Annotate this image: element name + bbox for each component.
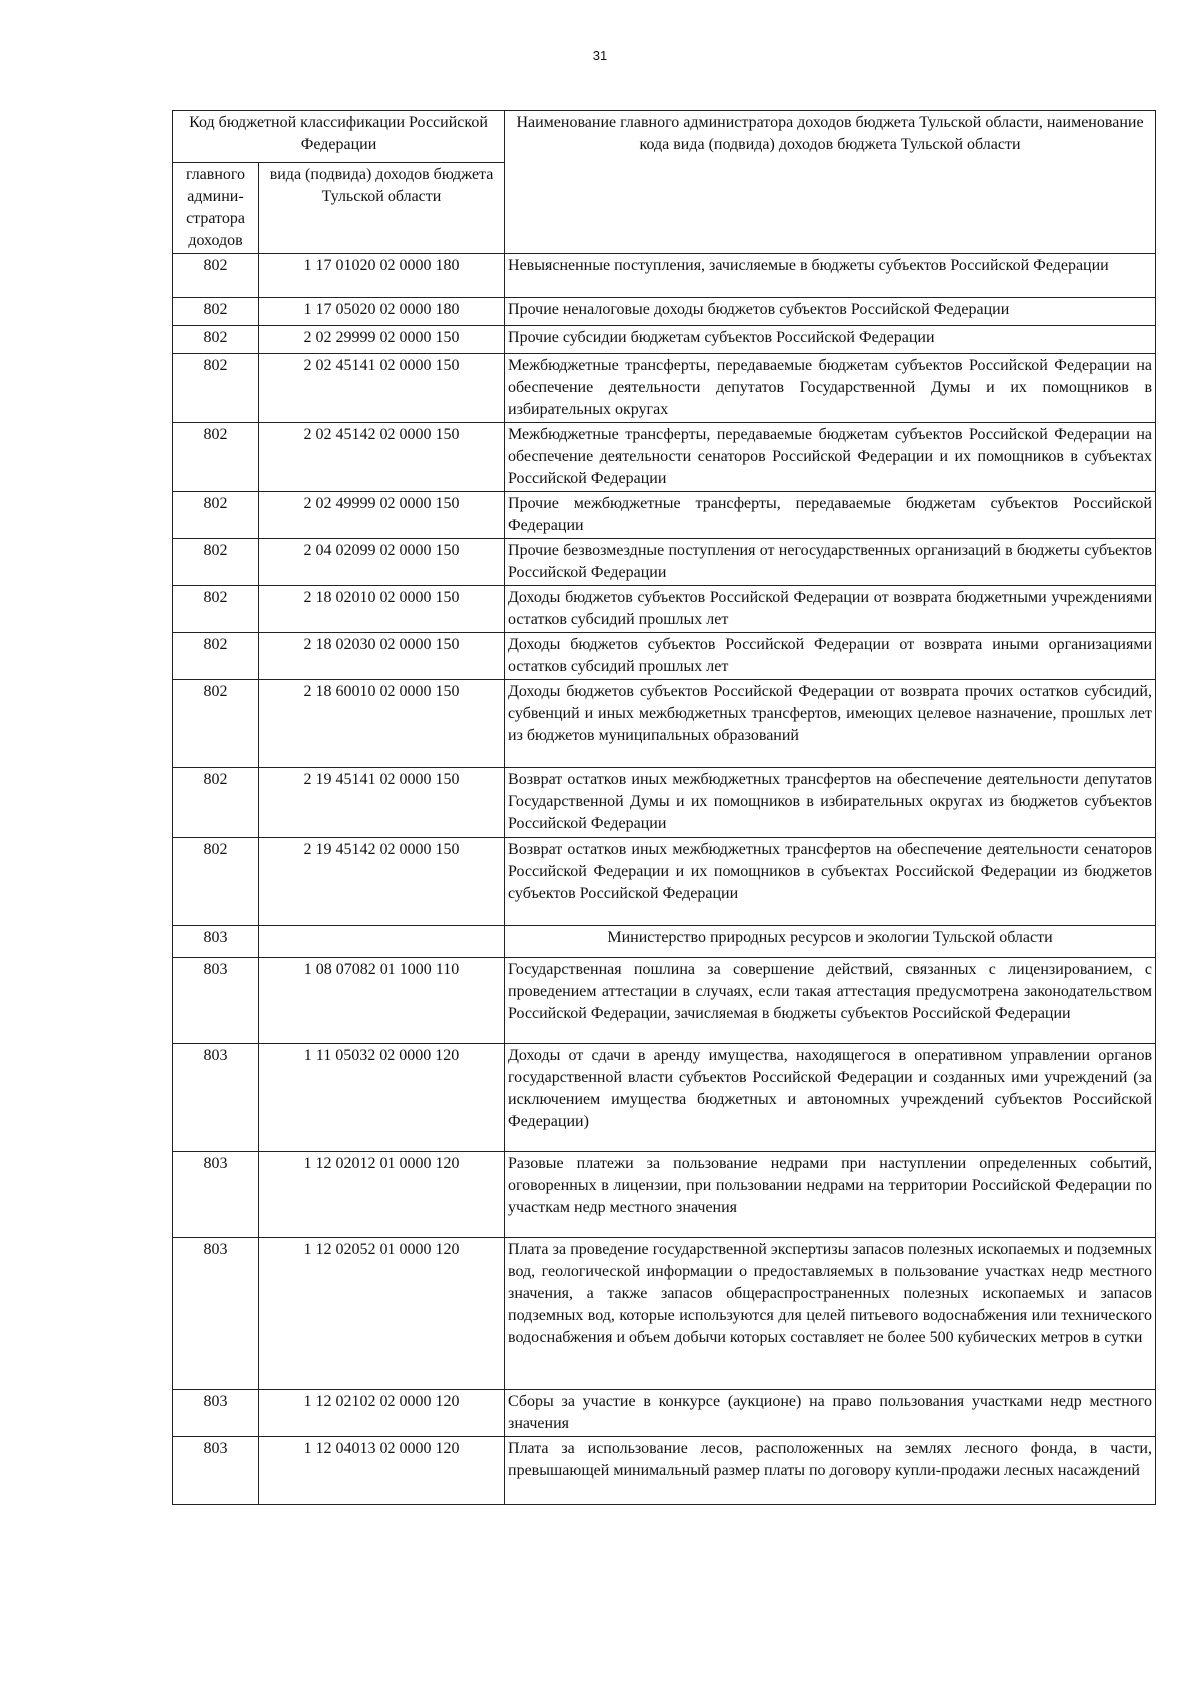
admin-code-cell: 802 — [173, 633, 259, 680]
admin-code-cell: 802 — [173, 254, 259, 298]
revenue-code-cell: 2 19 45142 02 0000 150 — [259, 838, 505, 926]
table-row — [173, 326, 1156, 354]
revenue-code-cell: 2 02 45142 02 0000 150 — [259, 423, 505, 492]
revenue-name-cell: Плата за проведение государственной экспертизы запасов полезных ископаемых и подземных вод, геологической информации о предоставляемых в пользование участках недр местного значения, а также запасов общераспространенных полезных ископаемых и запасов подземных вод, которые используются для целей питьевого водоснабжения или технического водоснабжения и объем добычи которых составляет не более 500 кубических метров в сутки — [505, 1238, 1156, 1390]
revenue-name-cell: Невыясненные поступления, зачисляемые в бюджеты субъектов Российской Федерации — [505, 254, 1156, 298]
revenue-code-cell: 1 08 07082 01 1000 110 — [259, 958, 505, 1044]
revenue-classification-table — [172, 110, 1156, 1505]
admin-code-cell: 803 — [173, 958, 259, 1044]
table-row — [173, 1390, 1156, 1437]
table-row — [173, 680, 1156, 768]
revenue-name-cell: Прочие межбюджетные трансферты, передаваемые бюджетам субъектов Российской Федерации — [505, 492, 1156, 539]
revenue-code-cell: 2 19 45141 02 0000 150 — [259, 768, 505, 838]
admin-code-cell: 803 — [173, 926, 259, 958]
revenue-name-cell: Плата за использование лесов, расположенных на землях лесного фонда, в части, превышающей минимальный размер платы по договору купли-продажи лесных насаждений — [505, 1437, 1156, 1505]
table-row — [173, 423, 1156, 492]
table-row — [173, 838, 1156, 926]
revenue-name-cell: Доходы от сдачи в аренду имущества, находящегося в оперативном управлении органов государственной власти субъектов Российской Федерации и созданных ими учреждений (за исключением имущества бюджетных и автономных учреждений субъектов Российской Федерации) — [505, 1044, 1156, 1152]
revenue-code-cell: 1 11 05032 02 0000 120 — [259, 1044, 505, 1152]
admin-code-cell: 803 — [173, 1044, 259, 1152]
admin-code-cell: 803 — [173, 1152, 259, 1238]
revenue-name-cell: Государственная пошлина за совершение действий, связанных с лицензированием, с проведением аттестации в случаях, если такая аттестация предусмотрена законодательством Российской Федерации, зачисляемая в бюджеты субъектов Российской Федерации — [505, 958, 1156, 1044]
table-row — [173, 586, 1156, 633]
table-row — [173, 254, 1156, 298]
revenue-name-cell: Доходы бюджетов субъектов Российской Федерации от возврата прочих остатков субсидий, субвенций и иных межбюджетных трансфертов, имеющих целевое назначение, прошлых лет из бюджетов муниципальных образований — [505, 680, 1156, 768]
admin-code-cell: 802 — [173, 354, 259, 423]
admin-code-cell: 802 — [173, 298, 259, 326]
revenue-code-cell: 2 18 60010 02 0000 150 — [259, 680, 505, 768]
revenue-name-cell: Возврат остатков иных межбюджетных трансфертов на обеспечение деятельности сенаторов Российской Федерации и их помощников в субъектах Российской Федерации из бюджетов субъектов Российской Федерации — [505, 838, 1156, 926]
table-row — [173, 633, 1156, 680]
revenue-name-cell: Сборы за участие в конкурсе (аукционе) на право пользования участками недр местного значения — [505, 1390, 1156, 1437]
revenue-code-cell: 2 04 02099 02 0000 150 — [259, 539, 505, 586]
table-row — [173, 926, 1156, 958]
admin-code-cell: 802 — [173, 838, 259, 926]
revenue-name-cell: Доходы бюджетов субъектов Российской Федерации от возврата бюджетными учреждениями остатков субсидий прошлых лет — [505, 586, 1156, 633]
admin-code-cell: 802 — [173, 680, 259, 768]
admin-code-cell: 802 — [173, 586, 259, 633]
admin-code-cell: 802 — [173, 423, 259, 492]
table-row — [173, 768, 1156, 838]
revenue-code-cell: 1 12 04013 02 0000 120 — [259, 1437, 505, 1505]
revenue-name-cell: Прочие безвозмездные поступления от негосударственных организаций в бюджеты субъектов Российской Федерации — [505, 539, 1156, 586]
name-column-header: Наименование главного администратора доходов бюджета Тульской области, наименование кода вида (подвида) доходов бюджета Тульской области — [505, 111, 1156, 254]
revenue-code-cell: 2 18 02010 02 0000 150 — [259, 586, 505, 633]
table-row — [173, 298, 1156, 326]
table-row — [173, 1437, 1156, 1505]
revenue-name-cell: Прочие субсидии бюджетам субъектов Российской Федерации — [505, 326, 1156, 354]
revenue-name-cell: Возврат остатков иных межбюджетных трансфертов на обеспечение деятельности депутатов Государственной Думы и их помощников в избирательных округах из бюджетов субъектов Российской Федерации — [505, 768, 1156, 838]
revenue-code-cell: 2 02 29999 02 0000 150 — [259, 326, 505, 354]
admin-code-cell: 803 — [173, 1437, 259, 1505]
admin-code-cell: 802 — [173, 539, 259, 586]
revenue-code-cell: 1 12 02102 02 0000 120 — [259, 1390, 505, 1437]
table-row — [173, 492, 1156, 539]
revenue-name-cell: Министерство природных ресурсов и экологии Тульской области — [505, 926, 1156, 958]
revenue-code-cell: 2 02 45141 02 0000 150 — [259, 354, 505, 423]
code-group-header: Код бюджетной классификации Российской Федерации — [173, 111, 505, 163]
admin-code-cell: 802 — [173, 768, 259, 838]
revenue-code-cell: 1 17 01020 02 0000 180 — [259, 254, 505, 298]
admin-code-cell: 803 — [173, 1390, 259, 1437]
revenue-name-cell: Разовые платежи за пользование недрами при наступлении определенных событий, оговоренных в лицензии, при пользовании недрами на территории Российской Федерации по участкам недр местного значения — [505, 1152, 1156, 1238]
page-number: 31 — [592, 48, 608, 63]
admin-code-cell: 802 — [173, 492, 259, 539]
admin-column-header: главного админи-стратора доходов — [173, 163, 259, 254]
revenue-code-cell — [259, 926, 505, 958]
table-row — [173, 1044, 1156, 1152]
table-row — [173, 354, 1156, 423]
table-row — [173, 1152, 1156, 1238]
revenue-code-cell: 1 12 02052 01 0000 120 — [259, 1238, 505, 1390]
admin-code-cell: 803 — [173, 1238, 259, 1390]
revenue-code-cell: 1 12 02012 01 0000 120 — [259, 1152, 505, 1238]
revenue-code-cell: 2 02 49999 02 0000 150 — [259, 492, 505, 539]
revenue-name-cell: Прочие неналоговые доходы бюджетов субъектов Российской Федерации — [505, 298, 1156, 326]
table-row — [173, 1238, 1156, 1390]
table-row — [173, 958, 1156, 1044]
admin-code-cell: 802 — [173, 326, 259, 354]
revenue-code-cell: 2 18 02030 02 0000 150 — [259, 633, 505, 680]
revenue-name-cell: Доходы бюджетов субъектов Российской Федерации от возврата иными организациями остатков субсидий прошлых лет — [505, 633, 1156, 680]
revenue-code-cell: 1 17 05020 02 0000 180 — [259, 298, 505, 326]
type-column-header: вида (подвида) доходов бюджета Тульской области — [259, 163, 505, 254]
table-body — [173, 254, 1156, 1505]
table-row — [173, 539, 1156, 586]
revenue-name-cell: Межбюджетные трансферты, передаваемые бюджетам субъектов Российской Федерации на обеспечение деятельности сенаторов Российской Федерации и их помощников в субъектах Российской Федерации — [505, 423, 1156, 492]
revenue-name-cell: Межбюджетные трансферты, передаваемые бюджетам субъектов Российской Федерации на обеспечение деятельности депутатов Государственной Думы и их помощников в избирательных округах — [505, 354, 1156, 423]
